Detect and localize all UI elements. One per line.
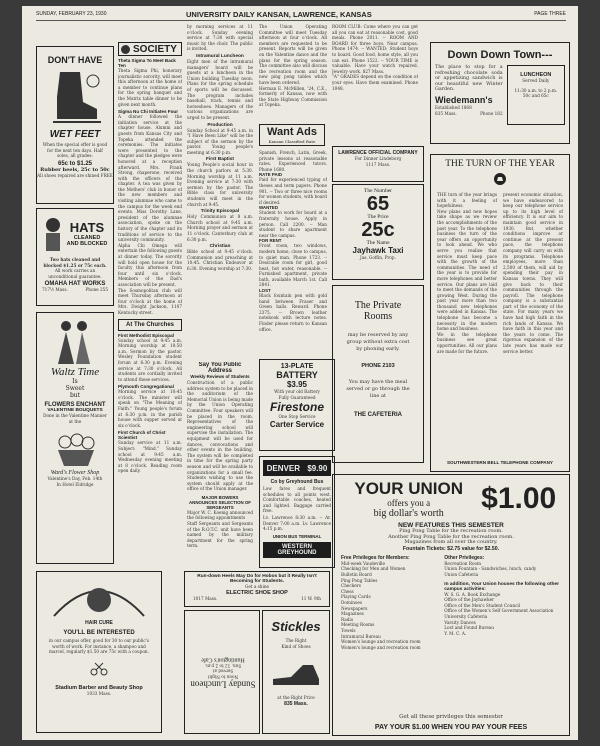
haircut-headline: YOU'LL BE INTERESTED [63, 630, 135, 636]
want-ads-text6: ROOM CLUB: Come where you can get all you can eat at reasonable cost, good meals. Phone 2011. -- ROOM AND BOARD for three boys. Near campus. Phone 1474. -- WANTED: Student boys to board. Good food, home style, all you can eat. Phone 1522. -- YOUR TIME is valuable. Have your watch repaired. Jewelry work. 827 Mass. [332, 24, 418, 74]
union-l2: offers you a [387, 498, 431, 508]
luncheon-sub: Served Daily [522, 78, 550, 83]
boot-drawing-icon [45, 67, 105, 127]
society-h1: Theta Sigma To Meet Back Ten [118, 58, 176, 68]
haircut-ad [36, 571, 162, 733]
news-col2-h4: Trinity Episcopal [200, 209, 240, 215]
denver-brand: WESTERN GREYHOUND [263, 542, 331, 558]
wiedemann-body: The place to stop for a refreshing chocolate soda or appetizing sandwich is our beautiful new Winter Garden. [435, 65, 503, 93]
news-col2-h7: Weekly Reviews of Students [190, 374, 250, 379]
sunday-luncheon-ad [184, 610, 260, 734]
denver-footer: UNION BUS TERMINAL [272, 533, 322, 539]
union-free-item: Checkers [341, 583, 361, 589]
battery-l4: Fully Guaranteed [278, 394, 316, 400]
masthead-page: PAGE THREE [534, 11, 566, 17]
sunday-l1: Sunday Luncheon [190, 679, 256, 690]
waltz-is: Is [72, 378, 78, 385]
wet-feet-price2: Rubber heels, 25c to 50c [40, 166, 110, 173]
waltz-shop: Ward's Flower Shop [50, 470, 100, 477]
news-col2-text4: Young People's social hour in the church parlors at 5:30. Morning worship at 11 a.m. Evening service at 7:30 with sermon by the pastor. The Bible class for university students will meet in the church at 9:45. [187, 162, 253, 207]
taxi-ad [332, 184, 424, 280]
turn-text1: New plans and new hopes take shape as we review the accomplishments of the past year. To the telephone business the turn of the year offers an opportunity to look ahead. We who serve you realize that service must keep pace with the growth of the communities. The need of the year is to provide for more telephones and better service. Our plans are laid to meet the demands of the growing West. During the past year more than two thousand new telephones were added in Kansas. The telephone has become a necessity in the modern home and business. [437, 208, 497, 332]
want-ads-text2: Paid for experienced typing of theses and term papers. Phone 901. -- Two or three nice rooms for women students, with board if desired. [259, 177, 327, 205]
hats-line3: AND BLOCKED [66, 240, 108, 247]
union-l3: big dollar's worth [373, 508, 444, 519]
shoe-icon [269, 655, 323, 689]
union-activity-item: Office of the Men's Student Council [444, 602, 521, 608]
battery-dealer: Carter Service [269, 419, 325, 429]
union-free-item: Playing Cards [341, 594, 371, 600]
society-crest-icon [121, 45, 130, 54]
sunday-l3: Served at [212, 668, 234, 674]
society-text3: Alpha Chi Omega will entertain the following guests at dinner today. The sorority will hold open house for the faculty this afternoon from four until six o'clock. Members of the Dad's association will be present. [118, 242, 182, 287]
stickles-l2: Kind of Shoes [281, 643, 311, 649]
want-ads-text3: Student to work for board at a fraternity house. Apply in person. Call 2200. -- Man student to share apartment near the campus. [259, 210, 327, 238]
wiedemann-est: Established 1868 [435, 104, 472, 110]
waltz-manner: Done in the Valentine Manner [43, 413, 107, 418]
dancers-drawing-icon [38, 316, 112, 366]
waltz-ad [36, 312, 114, 564]
hat-man-drawing-icon [41, 213, 65, 253]
electric-sub: Get a shine [244, 584, 270, 589]
taxi-the-number: The Number [364, 188, 392, 194]
church-methodist: First Methodist Episcopal [118, 332, 174, 338]
stickles-phone: 835 Mass. [284, 700, 308, 707]
taxi-price: 25c [361, 219, 395, 241]
hats-footer: OMAHA HAT WORKS [44, 281, 106, 288]
union-price: $1.00 [481, 482, 557, 515]
news-col2-h1: Intramural Luncheon [196, 53, 244, 59]
wet-feet-ad [36, 46, 114, 204]
want-ads-h4: LOST [259, 288, 271, 294]
masthead-title: UNIVERSITY DAILY KANSAN, LAWRENCE, KANSAS [186, 10, 372, 19]
lawrence-addr: 1117 Mass. [365, 161, 391, 167]
church-christ-scientist-text: Sunday service at 11 a.m. Subject: "Mind." Sunday school at 9:45 a.m. Wednesday evening meeting at 8 o'clock. Reading room open daily. [118, 440, 182, 474]
turn-body: We in the telephone business see great opportunities. All our plans are made for the future. [437, 331, 497, 354]
news-col2-h8: MAJOR BOWERS ANNOUNCES SELECTION OF SERGEANTS [189, 494, 251, 510]
turn-text2: present economic situation, we have endeavored to keep our telephone service up to its high level of efficiency. It is our aim to maintain good service in 1930. But, whether conditions improve or continue at the present pace, the telephone company will carry on with its programs. Telephone employees, more than 2,500 of them, will aid by spending their pay in Kansas towns. They will give back to their communities through the payroll. The telephone company is a substantial part of the economy of the state. For many years we have had high faith in the rich lands of Kansas. We have faith in this year and the years to come. The rigorous expansion of the late years has made our service better. [503, 192, 563, 354]
stickles-l1: The Right [285, 638, 307, 643]
churches-header [118, 319, 182, 331]
churches-title: At The Churches [125, 321, 174, 328]
hats-note: All work carries an unconditional guarantee. [48, 268, 102, 279]
taxi-number: 65 [366, 193, 390, 215]
union-activities-list [444, 592, 561, 637]
wet-feet-headline: DON'T HAVE [47, 55, 103, 65]
news-col2-text7: Construction of a public address system to be placed in the auditorium of the Memorial Union is being made by the Union Operating Committee. Four speakers will be placed in the room. Representatives of the engineering school will supervise the installation. The equipment will be used for dances, convocations and other events in the building. The system will be completed in time for the spring party season and will be available to organizations for a small fee. Students wishing to use the system should apply at the office of the Union manager. [187, 380, 253, 492]
haircut-title: HAIR CURE [85, 620, 113, 626]
wet-feet-note: All shoes repaired are shined FREE [37, 172, 113, 178]
sunday-l2: Noon to Night [207, 674, 239, 680]
news-col2-text1: by morning services at 11 o'clock. Sunday evening service at 7:30 with special music by the choir. The public is invited. [187, 24, 253, 52]
society-text2: A dinner followed the initiation service at the chapter house. Alumni and guests from Kansas City and Topeka attended the ceremonies. The initiates were presented to the chapter and the pledges were honored at a reception afterward. Mrs. Frank Strong, chaperone, received with the officers of the chapter. A tea was given by the Mothers' club in honor of the new members and visiting alumnae who came to the campus for the week end events. Miss Dorothy Lane, president of the alumnae association, spoke on the history of the chapter and its traditions of service to the university community. [118, 114, 182, 243]
wiedemann-addr: 835 Mass. [435, 110, 457, 116]
union-other-item: Recreation Room [444, 560, 481, 566]
news-col2-h6: Say You Public Address [198, 362, 242, 374]
luncheon-box [507, 65, 565, 125]
union-footer2: PAY YOUR $1.00 WHEN YOU PAY YOUR FEES [374, 724, 528, 731]
hats-ad [36, 208, 114, 306]
union-free-title: Free Privileges for Members: [341, 554, 410, 561]
electric-name: ELECTRIC SHOE SHOP [226, 589, 288, 596]
union-activity-item: Lost and Found Bureau [444, 625, 494, 631]
battery-sub: One Stop Service [278, 414, 316, 420]
news-col3-text1: The Union Operating Committee will meet Tuesday afternoon at four o'clock. All members are requested to be present. Reports will be given on the Valentine dance and the plans for the spring season. The committee also will discuss the recreation room and the new ping pong tables which have been ordered. [259, 24, 327, 85]
union-f1: Ping Pong Table for the recreation room. [399, 528, 503, 534]
union-ad [332, 474, 570, 736]
masthead-date: SUNDAY, FEBRUARY 23, 1930 [36, 11, 107, 17]
union-free-item: Mid-week Vaudeville [341, 560, 385, 566]
masthead-rule [36, 20, 566, 21]
union-free-item: Intramural Bureau [341, 633, 381, 639]
church-plymouth-text: Morning service at 10:45 o'clock. The minister will speak on "The Meaning of Faith." Young people's forum at 6:30 p.m. in the parish house with supper served at six o'clock. [118, 389, 182, 428]
society-column [118, 42, 182, 567]
church-plymouth: Plymouth Congregational [118, 384, 174, 390]
church-methodist-text: Sunday school at 9:45 a.m. Morning worship at 10:50 a.m. Sermon by the pastor. Wesley Foundation student forum at 6:30 p.m. Evening service at 7:30 o'clock. All students are cordially invited to attend these services. [118, 337, 182, 382]
union-activity-item: Office of the Women's Self Government Association [444, 608, 554, 614]
rooms-note: You may have the meal served or go through the line at [346, 379, 410, 399]
union-free-list [341, 561, 438, 651]
news-col2-h2: Production [207, 122, 233, 128]
news-column-3 [259, 24, 327, 124]
want-ads-text5: Black fountain pen with gold band between Fraser and Green halls. Reward. Phone 2375. -- Brown leather notebook with lecture notes. Finder please return to Kansan office. [259, 293, 327, 332]
want-ads-column-2 [332, 24, 418, 164]
haircut-shop: Stadium Barber and Beauty Shop [55, 684, 143, 691]
stickles-l3: at the Right Price [277, 695, 315, 701]
sunday-l4: Sun. 12 to 2 p.m. [204, 663, 242, 669]
wiedemann-phone: Phone 182 [480, 110, 503, 116]
masthead [36, 10, 566, 20]
denver-ad [259, 456, 335, 568]
turn-footer: SOUTHWESTERN BELL TELEPHONE COMPANY [446, 460, 553, 465]
luncheon-title: LUNCHEON [520, 72, 552, 78]
news-col2-h3: First Baptist [206, 157, 234, 163]
hats-line2: CLEANED [73, 234, 101, 241]
union-free-item: Towels [341, 627, 356, 633]
union-features: NEW FEATURES THIS SEMESTER [398, 522, 504, 529]
scissors-icon [89, 661, 109, 677]
newspaper-page [22, 6, 578, 740]
denver-text: Low fares and frequent schedules to all points west. Comfortable coaches, heated and lighted. Baggage carried free. [263, 486, 331, 514]
waltz-bouquets: VALENTINE BOUQUETS [47, 408, 103, 413]
lawrence-title: LAWRENCE OFFICIAL COMPANY [338, 150, 418, 156]
news-column-2c [187, 380, 253, 576]
flower-basket-icon [50, 432, 100, 468]
union-free-item: Chess [341, 588, 354, 594]
taxi-owner: Jas. Goffin, Prop. [360, 255, 396, 260]
rooms-title: The Private Rooms [354, 300, 402, 322]
news-col2-text8: Staff Sergeants and Sergeants of the R.O.T.C. unit have been named by the military department for the spring term. [187, 521, 253, 549]
want-ads-title: Want Ads [267, 126, 317, 138]
want-ads-column [259, 150, 327, 350]
hats-addr: 717½ Mass. [42, 287, 68, 293]
electric-addr: 1017 Mass. [193, 595, 218, 601]
society-h2: Sigma Nu Chi Initiates Four [118, 109, 178, 115]
union-free-item: Dominoes [341, 599, 363, 605]
lawrence-sub: For Dinner Lindeborg [354, 156, 402, 161]
wiedemann-ad [430, 42, 570, 144]
stickles-ad [262, 610, 330, 734]
lawrence-ad [332, 146, 424, 182]
society-text4: The Sosmopolitan club will meet Thursday afternoon at four o'clock at the home of Mrs. Dwight Jackson, 1107 Kentucky street. [118, 287, 182, 315]
union-free-item: Ping Pong Tables [341, 577, 378, 583]
church-christ-scientist: First Church of Christ Scientist [118, 430, 166, 441]
union-f3: Magazines from all over the country. [404, 539, 498, 546]
news-col2-text5: Holy Communion at 8 a.m. Church school at 9:45 a.m. Morning prayer and sermon at 11 o'clock. Canterbury club at 6:30 p.m. [187, 214, 253, 242]
battery-ad [259, 359, 335, 451]
haircut-body: in our campus offer, good for 30 to our public's worth of work. For instance, a shampoo and marcel, regularly $1.50 are 75c with a coupon. [48, 638, 150, 655]
turn-intro: THE turn of the year brings with it a feeling of hopefulness. [437, 192, 497, 209]
want-ads-h1: RATE PAID [259, 172, 283, 178]
taxi-the-price: The Price [367, 214, 389, 220]
hats-phone: Phone 255 [85, 287, 108, 293]
haircut-addr: 1033 Mass. [86, 690, 112, 696]
waltz-flowers: FLOWERS ENCHANT [44, 402, 106, 408]
news-column-2 [187, 24, 253, 354]
union-free-item: Newspapers [341, 605, 368, 611]
private-rooms-ad [332, 285, 424, 463]
society-header [118, 42, 182, 56]
denver-city: DENVER [266, 463, 300, 473]
union-other-item: Union Fountain - Sandwiches, lunch, candy [444, 566, 537, 572]
union-headline: YOUR UNION [354, 479, 463, 498]
news-col2-text6: Bible school at 9:45 o'clock. Communion and preaching at 10:45. Christian Endeavor at 6:30. Evening worship at 7:30. [187, 249, 253, 271]
denver-price: $9.90 [307, 463, 328, 473]
waltz-sweet: Sweet [65, 385, 85, 392]
union-free-item: Women's lounge and recreation room [341, 644, 421, 650]
waltz-but: but [69, 392, 81, 399]
want-ads-h3: FOR RENT [259, 238, 282, 244]
union-f4: Fountain Tickets: $2.75 value for $2.50. [402, 545, 500, 552]
news-col2-text2: Eight men of the intramural managers' board will be guests at a luncheon in the Union building Tuesday noon. Plans for the spring schedule of sports will be discussed. The program includes baseball, track, tennis and horseshoes. Managers of the various organizations are urged to be present. [187, 58, 253, 120]
electric-shoe-ad [184, 571, 330, 607]
union-other-item: Union Cafeteria [444, 571, 479, 577]
luncheon-price: 50c and 65c [522, 93, 549, 99]
waltz-at: at the [68, 418, 82, 424]
want-ads-header [259, 124, 325, 146]
electric-addr2: 11 W. 9th [301, 595, 321, 601]
hats-line1: HATS [69, 219, 105, 235]
rooms-body: may be reserved by any group without extra cost by phoning early. [346, 332, 410, 352]
taxi-the-name: The Name [366, 240, 390, 246]
hats-offer: Two hats cleaned and blocked $1.25 or 75c each. [43, 257, 107, 268]
union-activity-item: Office of the Jayhawker [444, 597, 495, 603]
want-ads-sub: Kansan Classified Rate [268, 139, 316, 144]
news-col2-h5: Christian [209, 244, 231, 250]
waltz-place: In Hotel Eldridge [56, 481, 94, 487]
union-activity-item: Y. M. C. A. [444, 630, 467, 636]
battery-brand: Firestone [269, 400, 324, 415]
news-col3-text2: Herman E. McMillen, '24, C.E., formerly of Kansas, now with the State Highway Commission at Topeka. [259, 85, 327, 108]
news-col2-text3: Sunday School at 9:45 a.m. in "I Have Been Like" will be the subject of the sermon by the pastor. Young people's meeting at 6:30 p.m. [187, 127, 253, 155]
union-free-item: Bulletin Board [341, 571, 372, 577]
denver-schedule: Lv. Lawrence 8:30 a.m. -- Ar. Denver 7:00 a.m. Lv. Lawrence 4:15 p.m. [263, 514, 331, 532]
stickles-brand: Stickles [271, 619, 321, 634]
wet-feet-body: When the special offer is good for the next ten days. Half soles, all grades: [42, 142, 108, 159]
news-col2-h9: Major W. C. Koenig announced the following appointments [187, 509, 253, 521]
union-f2: Another Ping Pong Table for the recreation room. [388, 533, 514, 540]
union-other-list [444, 561, 561, 578]
union-activity-item: Varsity Dances [444, 619, 476, 625]
union-free-item: Meeting Rooms [341, 622, 375, 628]
union-other-title: Other Privileges: [444, 554, 485, 561]
want-ads-text7: "A" GRADES depend on the condition of your eyes. Have them examined. Phone 1048. [332, 74, 418, 91]
union-free-item: Women's lounge and recreation room [341, 639, 421, 645]
union-free-item: Radio [341, 616, 354, 622]
society-text1: Theta Sigma Phi, honorary journalistic sorority, will meet this afternoon at the home of a member to continue plans for the spring banquet and the Matrix table dinner to be given next month. [118, 68, 182, 107]
battery-l3: With your old Battery [274, 389, 320, 394]
battery-l2: BATTERY [276, 370, 318, 380]
battery-l1: 13-PLATE [280, 363, 314, 370]
wet-feet-subhead: WET FEET [49, 129, 101, 140]
waltz-title: Waltz Time [50, 366, 100, 378]
union-free-item: Magazines [341, 611, 364, 617]
want-ads-h2: WANTED [259, 205, 279, 211]
electric-headline: Run-down Heels May Do for Hobos but it Really Isn't Becoming for Students. [197, 574, 317, 584]
union-footer1: Get all these privileges this semester [399, 714, 503, 721]
waltz-date: Valentine's Day, Feb. 14th [47, 476, 103, 482]
turn-of-year-ad [430, 154, 570, 472]
union-free-item: Checking for Men and Women [341, 566, 406, 572]
union-addition: In addition, Your Union houses the following other campus activities: [444, 581, 559, 592]
bell-emblem-icon [493, 172, 507, 186]
society-title: SOCIETY [133, 44, 177, 55]
union-activity-item: University Cafeteria [444, 613, 488, 619]
denver-company: Co by Greyhound Bus [270, 479, 324, 485]
wiedemann-name: Wiedemann's [435, 94, 493, 105]
want-ads-text1: Spanish, French, Latin, Greek, private lessons at reasonable rates. Experienced tutors. Phone 1680. [259, 150, 327, 172]
turn-title: THE TURN OF THE YEAR [445, 159, 555, 169]
want-ads-text4: Front room, two windows, modern home, close to campus, to quiet man. Phone 1723. -- Desirable room for girl, good heat, hot water, reasonable. -- Furnished apartment, private bath, available March 1st. Call 2841. [259, 243, 327, 288]
wiedemann-headline: Down Down Town--- [447, 49, 553, 61]
union-activity-item: W. S. G. A. Book Exchange [444, 591, 501, 597]
hair-cure-arch-icon [44, 576, 154, 620]
rooms-footer: THE CAFETERIA [354, 412, 402, 418]
battery-price: $3.95 [286, 380, 308, 389]
rooms-phone: PHONE 2103 [361, 363, 395, 369]
luncheon-hours: 11:30 a.m. to 2 p.m. [514, 87, 558, 93]
taxi-name: Jayhawk Taxi [352, 246, 404, 255]
wet-feet-price1: 65c to $1.25 [57, 160, 93, 167]
sunday-l5: Huntington's Cafe [201, 656, 245, 663]
